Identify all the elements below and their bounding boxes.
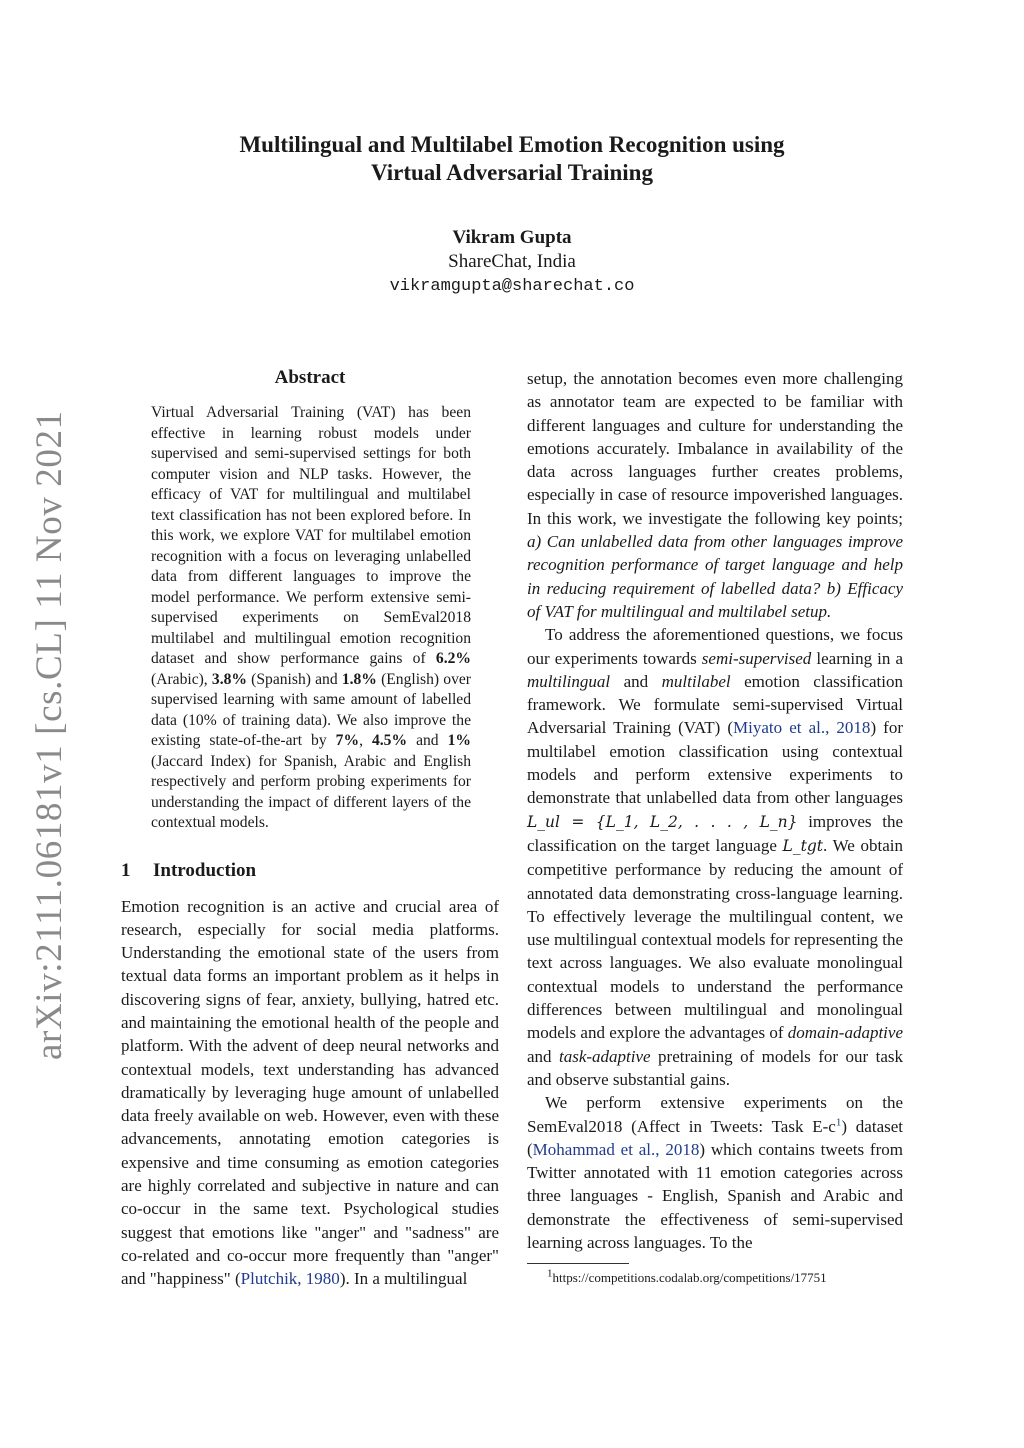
gain-spanish: 3.8%	[211, 670, 247, 688]
intro-paragraph-2: To address the aforementioned questions, we focus our experiments towards semi-supervised learning in a multilingual and multilabel emotion classification framework. We formulate semi-supervised Virtual Adversarial Training (VAT) (Miyato et al., 2018) for multilabel emotion classification using contextual models and perform extensive experiments to demonstrate that unlabelled data from other languages L_ul = {L_1, L_2, . . . , L_n} improves the classification on the target language L_tgt. We obtain competitive performance by reducing the amount of annotated data demonstrating cross-language learning. To effectively leverage the multilingual content, we use multilingual contextual models for representing the text across languages. We also evaluate monolingual contextual models to understand the performance differences between multilingual and monolingual models and explore the advantages of domain-adaptive and task-adaptive pretraining of models for our task and observe substantial gains.	[527, 625, 904, 1089]
title-line-2: Virtual Adversarial Training	[371, 160, 653, 185]
author-affiliation: ShareChat, India	[448, 251, 576, 272]
author-email[interactable]: vikramgupta@sharechat.co	[389, 277, 635, 296]
section-number: 1	[121, 859, 131, 881]
right-column	[527, 367, 903, 1286]
citation-plutchik[interactable]: Plutchik, 1980	[240, 1269, 340, 1289]
footnote-divider	[527, 1263, 629, 1264]
sota-spanish: 7%	[335, 732, 360, 749]
left-column	[121, 366, 499, 1291]
abstract-body: Virtual Adversarial Training (VAT) has been effective in learning robust models under supervised and semi-supervised settings for both computer vision and NLP tasks. However, the efficacy of VAT for multilingual and multilabel text classification has not been explored before. In this work, we explore VAT for multilabel emotion recognition with a focus on leveraging unlabelled data from different languages to improve the model performance. We perform extensive semi-supervised experiments on SemEval2018 multilabel and multilingual emotion recognition dataset and show performance gains of 6.2% (Arabic), 3.8% (Spanish) and 1.8% (English) over supervised learning with same amount of labelled data (10% of training data). We also improve the existing state-of-the-art by 7%, 4.5% and 1% (Jaccard Index) for Spanish, Arabic and English respectively and perform probing experiments for understanding the impact of different layers of the contextual models.	[151, 404, 472, 831]
gain-arabic: 6.2%	[435, 650, 471, 667]
section-heading-introduction	[121, 859, 499, 883]
author-name: Vikram Gupta	[452, 227, 572, 248]
footnote-mark: 1	[547, 1267, 553, 1280]
citation-mohammad[interactable]: Mohammad et al., 2018	[532, 1139, 700, 1159]
intro-paragraph-1-continued: setup, the annotation becomes even more challenging as annotator team are expected to be familiar with different languages and culture for understanding the emotions accurately. Imbalance in availability of the data across languages further creates problems, especially in case of resource impoverished languages. In this work, we investigate the following key points; a) Can unlabelled data from other languages improve recognition performance of target language and help in reducing requirement of labelled data? b) Efficacy of VAT for multilingual and multilabel setup.	[527, 369, 903, 621]
arxiv-identifier: arXiv:2111.06181v1 [cs.CL] 11 Nov 2021	[29, 410, 70, 1060]
section-title: Introduction	[153, 859, 257, 881]
citation-miyato[interactable]: Miyato et al., 2018	[733, 718, 871, 738]
gain-english: 1.8%	[341, 670, 377, 688]
title-line-1: Multilingual and Multilabel Emotion Recognition using	[239, 132, 785, 157]
intro-paragraph-3: We perform extensive experiments on the SemEval2018 (Affect in Tweets: Task E-c$^1$) dataset (Mohammad et al., 2018) which contains tweets from Twitter annotated with 11 emotion categories across three languages - English, Spanish and Arabic and demonstrate the effectiveness of semi-supervised learning across languages. To the	[527, 1093, 904, 1252]
abstract-heading: Abstract	[274, 367, 346, 388]
footnote-reference[interactable]: 1	[835, 1115, 842, 1128]
math-unlabelled-languages: L_ul = {L_1, L_2, . . . , L_n}	[527, 812, 798, 831]
sota-english: 1%	[447, 732, 472, 749]
research-questions: a) Can unlabelled data from other languages improve recognition performance of target language and help in reducing requirement of labelled data? b) Efficacy of VAT for multilingual and multilabel setup.	[527, 532, 903, 621]
sota-arabic: 4.5%	[371, 732, 408, 749]
footnote	[527, 1267, 903, 1286]
footnote-url[interactable]: https://competitions.codalab.org/competitions/17751	[552, 1270, 827, 1286]
paper-title	[0, 131, 1024, 187]
math-target-language: L_tgt	[782, 836, 823, 855]
intro-paragraph-1: Emotion recognition is an active and crucial area of research, especially for social media platforms. Understanding the emotional state of the users from textual data forms an important problem as it helps in discovering signs of fear, anxiety, bullying, hatred etc. and maintaining the emotional health of the people and platform. With the advent of deep neural networks and contextual models, text understanding has advanced dramatically by leveraging huge amount of unlabelled data freely available on web. However, even with these advancements, annotating emotion categories is expensive and time consuming as emotion categories are highly correlated and subjective in nature and can co-occur in the same text. Psychological studies suggest that emotions like "anger" and "sadness" are co-related and co-occur more frequently than "anger" and "happiness" (Plutchik, 1980). In a multilingual	[121, 896, 499, 1289]
author-block	[0, 226, 1024, 299]
